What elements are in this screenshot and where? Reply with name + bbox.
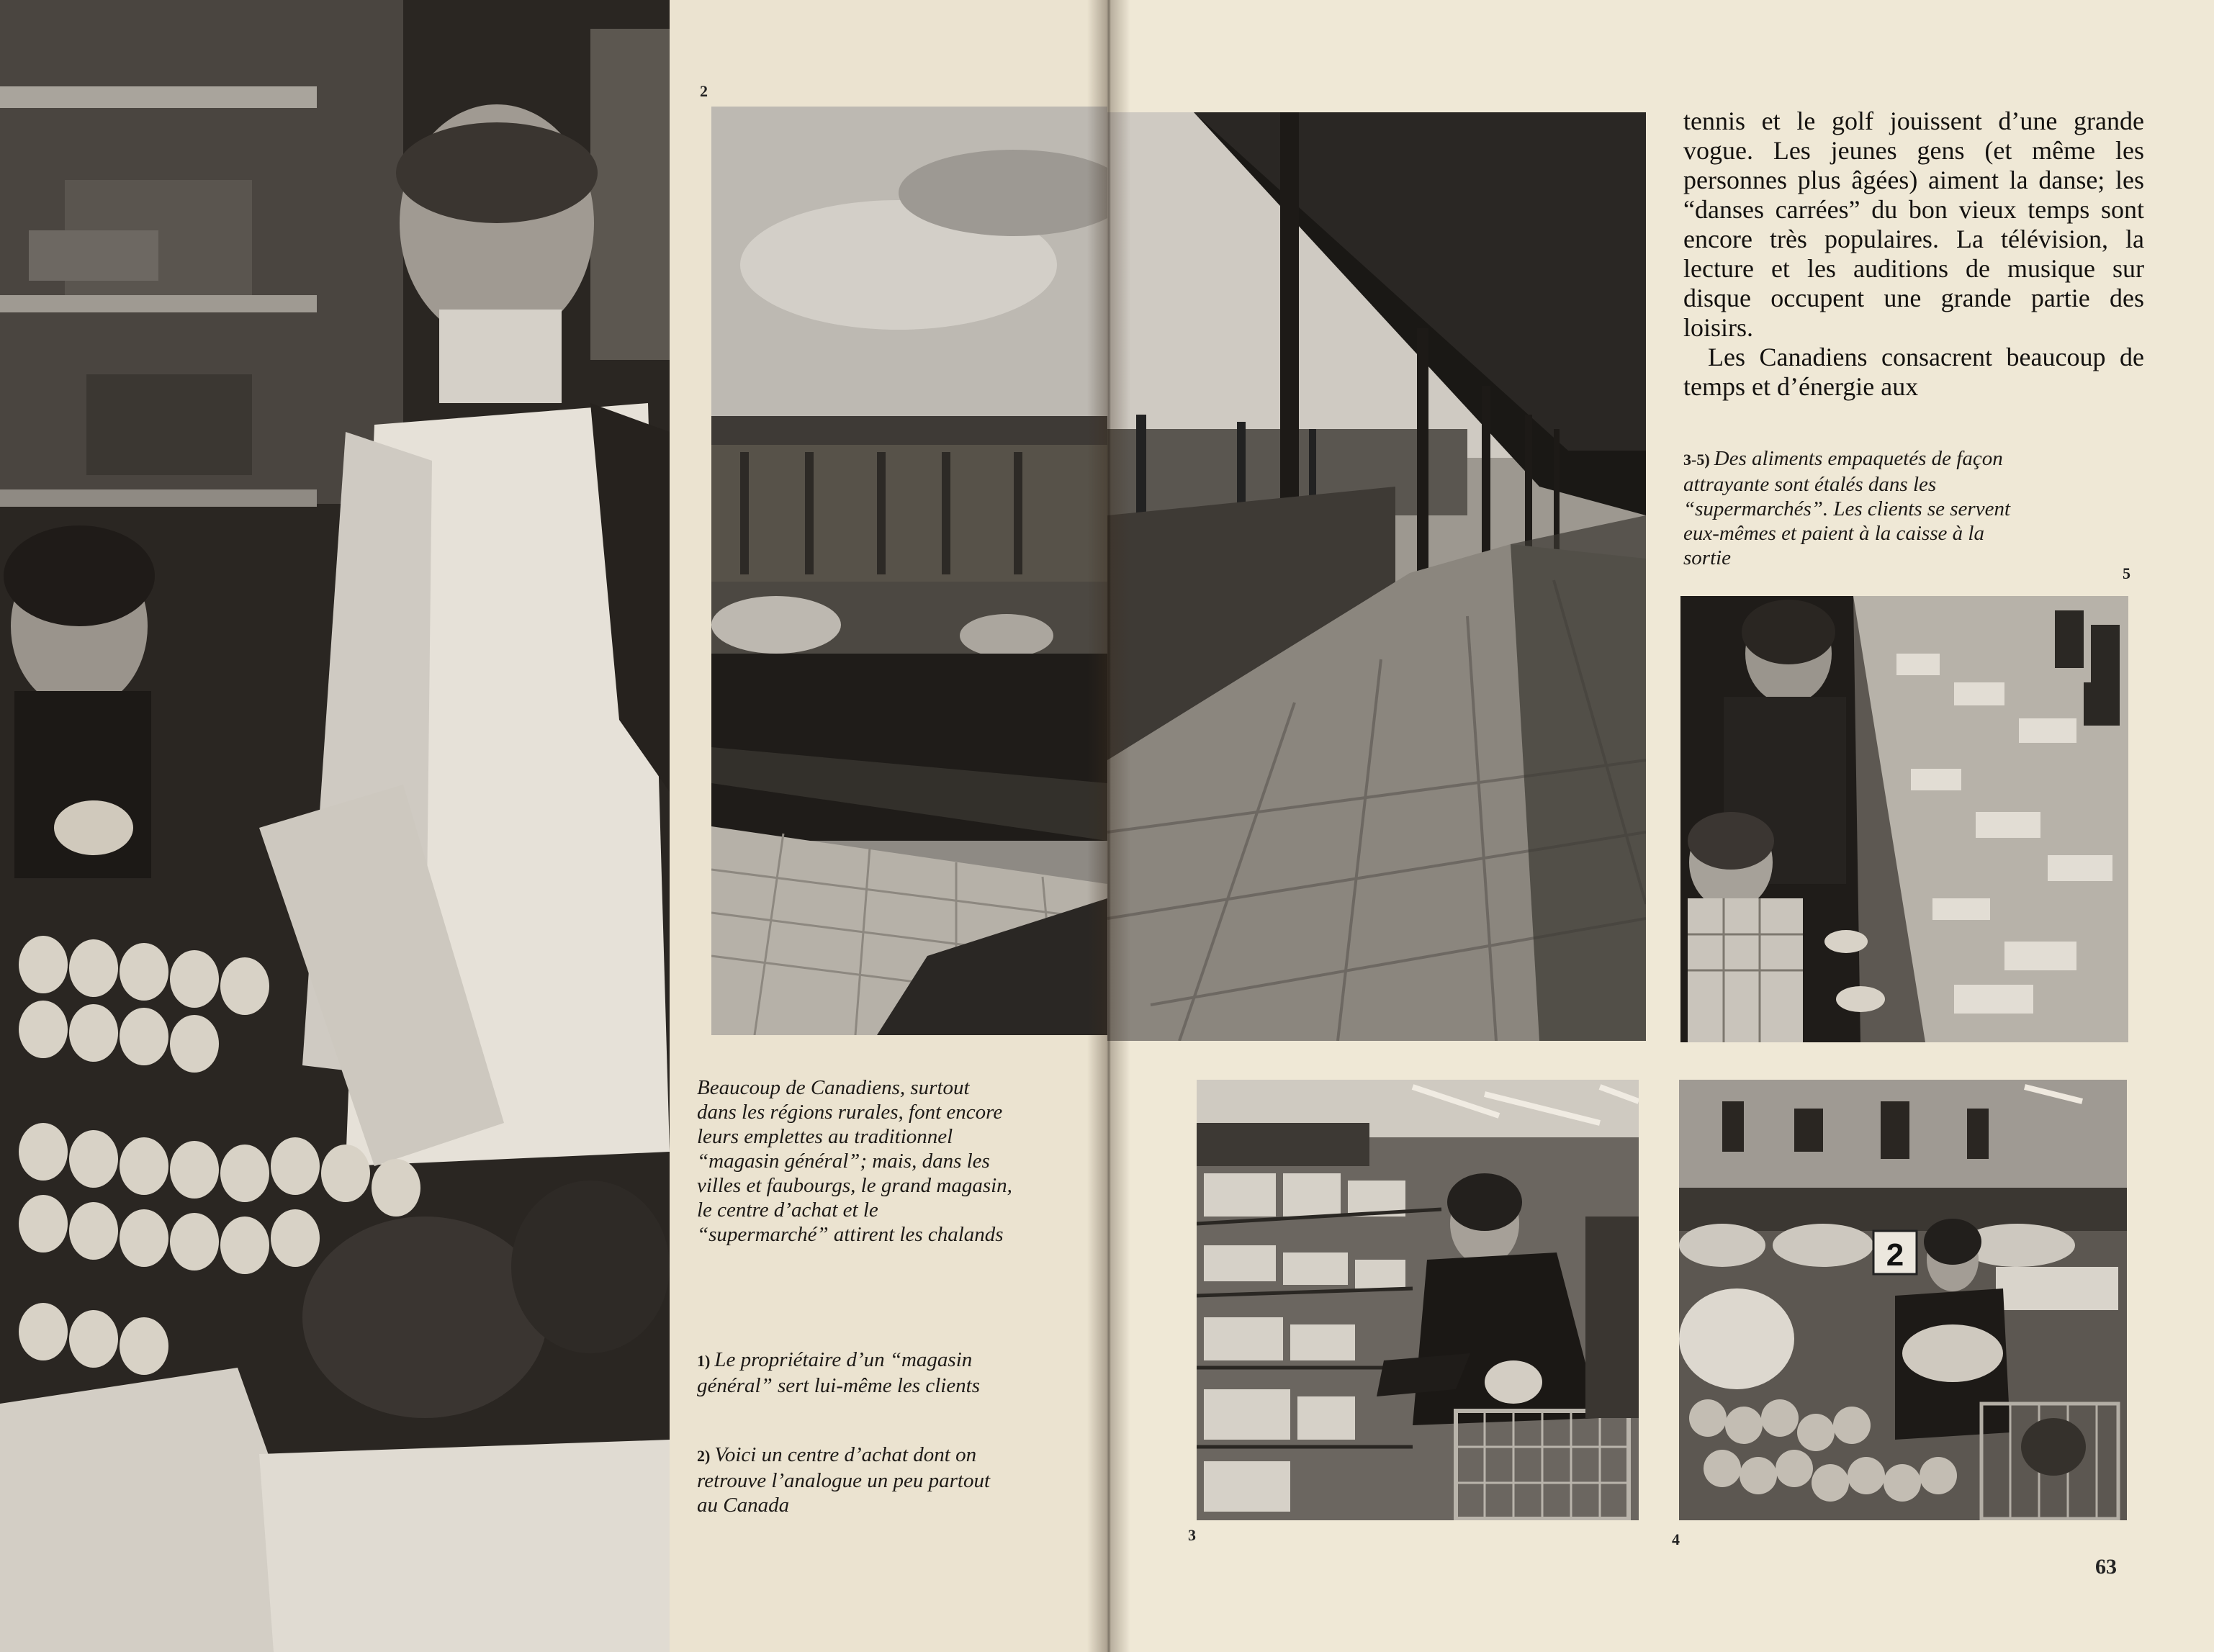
caption-3-5 bbox=[1683, 446, 2029, 570]
photo-supermarket-cart bbox=[1197, 1080, 1639, 1520]
photo-supermarket-produce bbox=[1679, 1080, 2127, 1520]
body-text bbox=[1683, 107, 2144, 402]
caption-1 bbox=[697, 1348, 985, 1398]
caption-2-number: 2) bbox=[697, 1447, 711, 1465]
body-paragraph-2: Les Canadiens consacrent beaucoup de temps et d’énergie aux bbox=[1683, 343, 2144, 401]
figure-number-3: 3 bbox=[1188, 1526, 1196, 1544]
body-paragraph-1: tennis et le golf jouissent d’une grande vogue. Les jeunes gens (et même les personnes plus âgées) aiment la danse; les “danses carrées” du bon vieux temps sont encore très populaires. La télévision, la lecture et les auditions de musique sur disque occupent une grande partie des loisirs. bbox=[1683, 107, 2144, 342]
general-store-photo-graphic bbox=[0, 0, 670, 1652]
page-number: 63 bbox=[2095, 1555, 2117, 1579]
photo-shopping-center-left bbox=[711, 107, 1107, 1035]
photo-shopping-center-right bbox=[1107, 112, 1646, 1041]
shopping-center-photo-graphic-right bbox=[1107, 112, 1646, 1041]
figure-number-4: 4 bbox=[1672, 1530, 1680, 1548]
produce-price-sign: 2 bbox=[1886, 1237, 1904, 1273]
photo-general-store-owner bbox=[0, 0, 670, 1652]
caption-intro bbox=[697, 1075, 1014, 1247]
caption-2-text: Voici un centre d’achat dont on retrouve l’analogue un peu partout au Canada bbox=[697, 1443, 991, 1517]
caption-1-number: 1) bbox=[697, 1352, 711, 1370]
shopping-center-photo-graphic-left bbox=[711, 107, 1107, 1035]
caption-intro-text: Beaucoup de Canadiens, surtout dans les régions rurales, font encore leurs emplettes au traditionnel “magasin général”; mais, dans les villes et faubourgs, le grand magasin, le centre d’achat et le “supermarché” attirent les chalands bbox=[697, 1076, 1012, 1246]
right-page bbox=[1107, 0, 2214, 1652]
figure-number-5: 5 bbox=[2123, 564, 2130, 582]
photo-supermarket-shelves bbox=[1680, 596, 2128, 1042]
supermarket-produce-photo-graphic bbox=[1679, 1080, 2127, 1520]
caption-2 bbox=[697, 1443, 999, 1517]
caption-3-5-number: 3-5) bbox=[1683, 451, 1710, 469]
figure-number-2: 2 bbox=[700, 82, 708, 100]
caption-3-5-text: Des aliments empaquetés de façon attrayante sont étalés dans les “supermarchés”. Les clients se servent eux-mêmes et paient à la caisse à la sortie bbox=[1683, 447, 2011, 569]
book-gutter bbox=[1087, 0, 1130, 1652]
supermarket-shelves-photo-graphic bbox=[1680, 596, 2128, 1042]
caption-1-text: Le propriétaire d’un “magasin général” sert lui-même les clients bbox=[697, 1348, 981, 1397]
supermarket-cart-photo-graphic bbox=[1197, 1080, 1639, 1520]
